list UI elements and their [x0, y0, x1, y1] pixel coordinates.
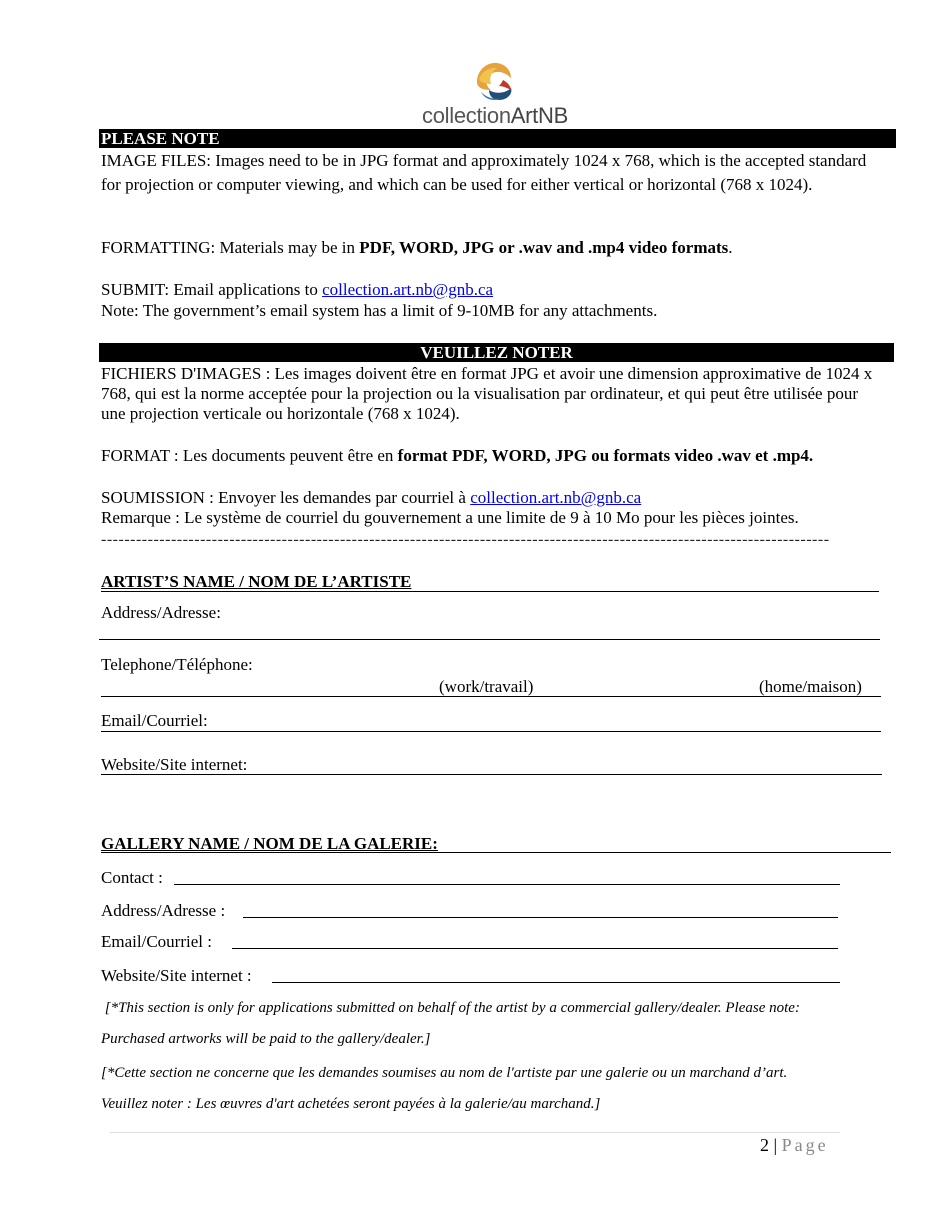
gallery-name-heading: GALLERY NAME / NOM DE LA GALERIE: — [101, 834, 438, 853]
email-line[interactable] — [101, 731, 881, 732]
gallery-email-line[interactable] — [232, 948, 838, 949]
contact-line[interactable] — [174, 884, 840, 885]
website-line[interactable] — [101, 774, 882, 775]
soumission-paragraph: SOUMISSION : Envoyer les demandes par courriel à collection.art.nb@gnb.ca — [101, 488, 642, 507]
page-word: Page — [781, 1135, 829, 1155]
remarque-note: Remarque : Le système de courriel du gouvernement a une limite de 9 à 10 Mo pour les pièces jointes. — [101, 508, 799, 527]
email-link-fr[interactable]: collection.art.nb@gnb.ca — [470, 488, 642, 507]
address-label: Address/Adresse: — [101, 603, 221, 622]
artist-name-line[interactable] — [101, 591, 879, 592]
page-footer — [760, 1135, 829, 1156]
logo-text-bold: ArtNB — [510, 103, 568, 128]
gallery-name-line[interactable] — [101, 852, 891, 853]
footer-divider — [110, 1132, 840, 1133]
telephone-label: Telephone/Téléphone: — [101, 655, 253, 674]
gallery-address-label: Address/Adresse : — [101, 901, 226, 920]
gallery-address-line[interactable] — [243, 917, 838, 918]
address-line[interactable] — [99, 639, 880, 640]
gallery-note-en-1: [*This section is only for applications submitted on behalf of the artist by a commercial gallery/dealer. Please note: — [101, 1000, 800, 1016]
telephone-line[interactable] — [101, 696, 881, 697]
page-number: 2 — [760, 1135, 769, 1155]
logo-swirl-icon — [415, 60, 575, 104]
page-separator: | — [769, 1135, 782, 1155]
formatting-paragraph: FORMATTING: Materials may be in PDF, WORD, JPG or .wav and .mp4 video formats. — [101, 238, 733, 257]
formatting-bold: PDF, WORD, JPG or .wav and .mp4 video formats — [359, 238, 729, 257]
gallery-email-label: Email/Courriel : — [101, 932, 212, 951]
image-files-paragraph: IMAGE FILES: Images need to be in JPG format and approximately 1024 x 768, which is the accepted standard for projection or computer viewing, and which can be used for either vertical or horizontal (768 x 1024). — [101, 151, 867, 194]
collection-artnb-logo — [415, 60, 575, 128]
gallery-note-fr-2: Veuillez noter : Les œuvres d'art achetées seront payées à la galerie/au marchand.] — [101, 1096, 601, 1112]
dashed-separator: ----------------------------------------------------------------------------------------------------------------------------- — [101, 531, 830, 548]
gallery-note-en-2: Purchased artworks will be paid to the gallery/dealer.] — [101, 1031, 431, 1047]
gallery-note-fr-1: [*Cette section ne concerne que les demandes soumises au nom de l'artiste par une galerie ou un marchand d’art. — [101, 1065, 788, 1081]
email-label: Email/Courriel: — [101, 711, 208, 730]
submit-paragraph: SUBMIT: Email applications to collection.art.nb@gnb.ca — [101, 280, 494, 299]
logo-text-light: collection — [422, 103, 511, 128]
gallery-website-line[interactable] — [272, 982, 840, 983]
email-link-en[interactable]: collection.art.nb@gnb.ca — [322, 280, 494, 299]
contact-label: Contact : — [101, 868, 163, 887]
fichiers-images-paragraph: FICHIERS D'IMAGES : Les images doivent être en format JPG et avoir une dimension approximative de 1024 x 768, qui est la norme acceptée pour la projection ou la visualisation par ordinateur, et qui peut être utilisée pour une projection verticale ou horizontale (768 x 1024). — [101, 364, 873, 423]
gallery-website-label: Website/Site internet : — [101, 966, 252, 985]
home-label: (home/maison) — [759, 677, 862, 696]
format-paragraph: FORMAT : Les documents peuvent être en format PDF, WORD, JPG ou formats video .wav et .mp4. — [101, 446, 814, 465]
website-label: Website/Site internet: — [101, 755, 248, 774]
please-note-heading: PLEASE NOTE — [99, 129, 896, 148]
work-label: (work/travail) — [439, 677, 534, 696]
format-bold: format PDF, WORD, JPG ou formats video .wav et .mp4. — [397, 446, 814, 465]
artist-name-heading: ARTIST’S NAME / NOM DE L’ARTISTE — [101, 572, 412, 591]
veuillez-noter-heading: VEUILLEZ NOTER — [99, 343, 894, 362]
email-limit-note: Note: The government’s email system has a limit of 9-10MB for any attachments. — [101, 301, 658, 320]
